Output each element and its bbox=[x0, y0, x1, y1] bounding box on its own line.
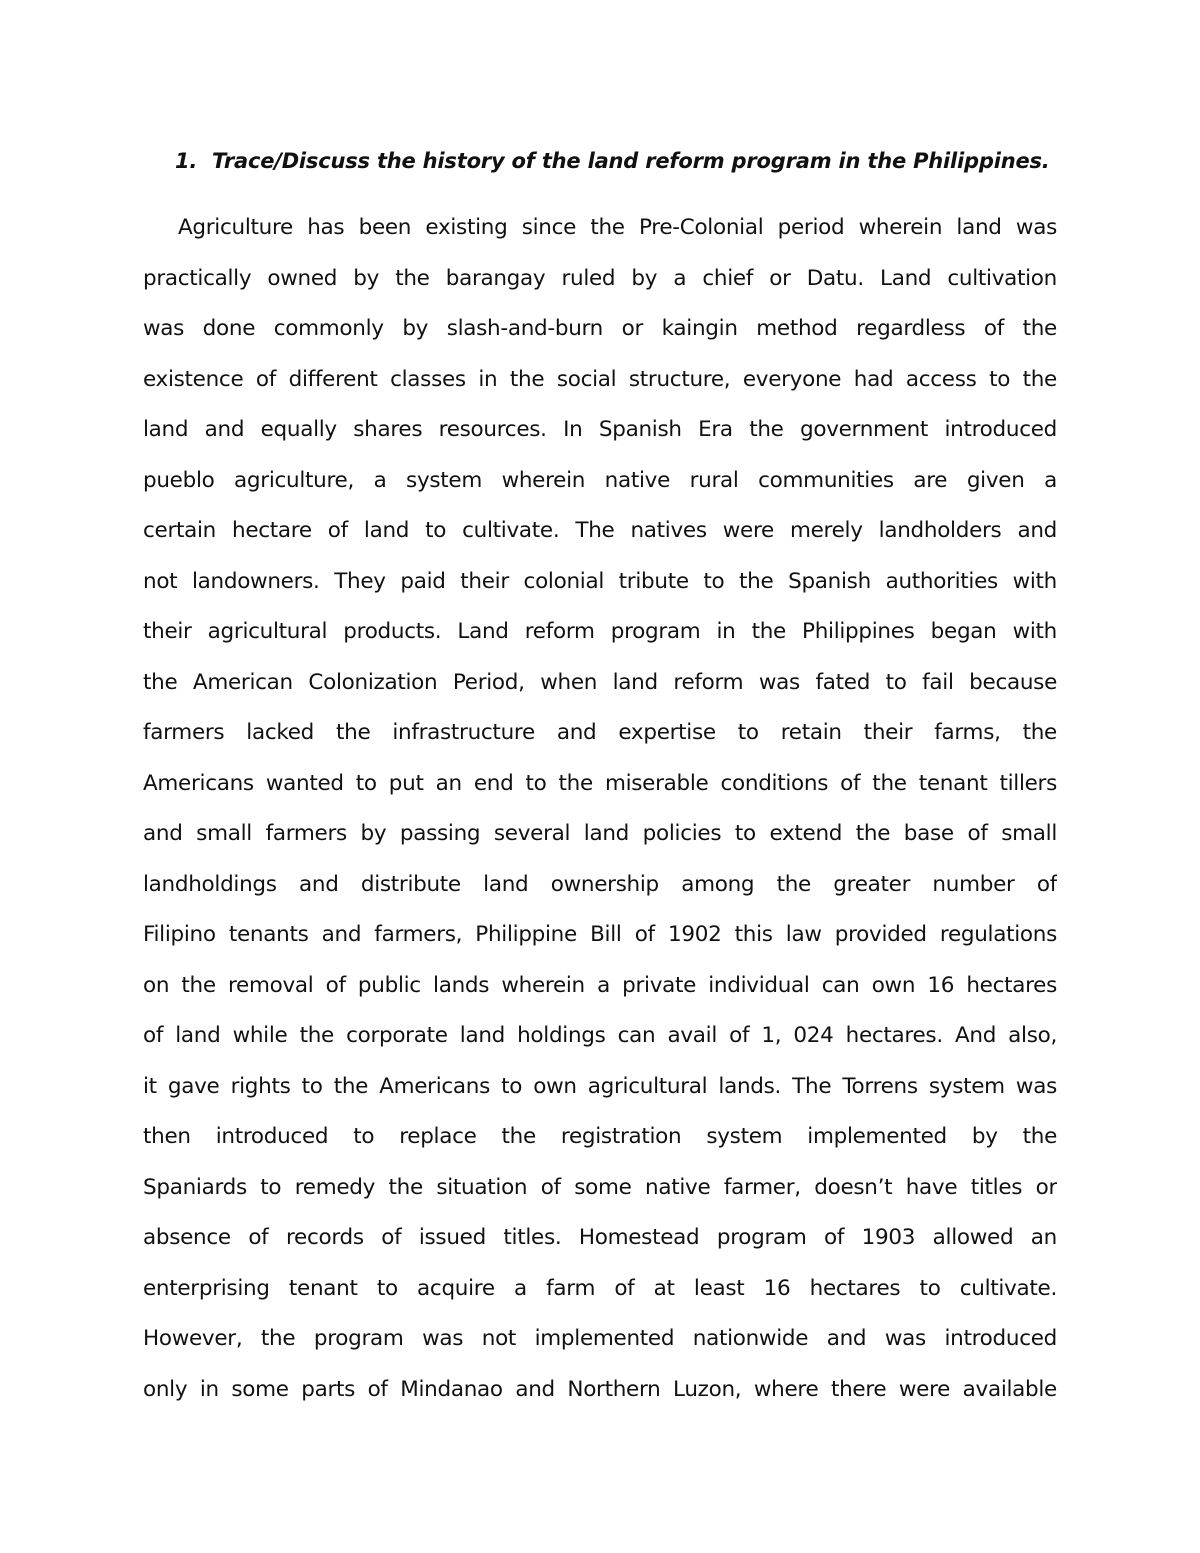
paragraph-line: land and equally shares resources. In Spanish Era the government introduced bbox=[143, 417, 1057, 442]
paragraph-line: Spaniards to remedy the situation of some native farmer, doesn’t have titles or bbox=[143, 1174, 1057, 1200]
paragraph-line: of land while the corporate land holdings can avail of 1, 024 hectares. And also, bbox=[143, 1023, 1057, 1048]
paragraph-line: was done commonly by slash-and-burn or kaingin method regardless of the bbox=[143, 316, 1057, 341]
paragraph-line: However, the program was not implemented nationwide and was introduced bbox=[143, 1326, 1057, 1351]
paragraph-line: Filipino tenants and farmers, Philippine Bill of 1902 this law provided regulations bbox=[143, 922, 1057, 947]
paragraph-line: practically owned by the barangay ruled by a chief or Datu. Land cultivation bbox=[143, 265, 1057, 291]
question-heading bbox=[175, 146, 1055, 176]
paragraph-line: it gave rights to the Americans to own agricultural lands. The Torrens system was bbox=[143, 1073, 1057, 1099]
paragraph-line: pueblo agriculture, a system wherein native rural communities are given a bbox=[143, 467, 1057, 493]
paragraph-line: the American Colonization Period, when land reform was fated to fail because bbox=[143, 669, 1057, 695]
paragraph-line: existence of different classes in the social structure, everyone had access to the bbox=[143, 366, 1057, 392]
paragraph-line: landholdings and distribute land ownership among the greater number of bbox=[143, 871, 1057, 897]
question-text: Trace/Discuss the history of the land reform program in the Philippines. bbox=[212, 149, 1050, 173]
paragraph-line: only in some parts of Mindanao and Northern Luzon, where there were available bbox=[143, 1376, 1057, 1402]
answer-paragraph bbox=[143, 205, 1057, 1417]
paragraph-line: not landowners. They paid their colonial tribute to the Spanish authorities with bbox=[143, 568, 1057, 594]
paragraph-line: Agriculture has been existing since the Pre-Colonial period wherein land was bbox=[178, 215, 1057, 240]
paragraph-line: absence of records of issued titles. Homestead program of 1903 allowed an bbox=[143, 1225, 1057, 1250]
paragraph-line: then introduced to replace the registration system implemented by the bbox=[143, 1124, 1057, 1149]
paragraph-line: certain hectare of land to cultivate. The natives were merely landholders and bbox=[143, 518, 1057, 543]
paragraph-line: on the removal of public lands wherein a private individual can own 16 hectares bbox=[143, 972, 1057, 998]
paragraph-line: their agricultural products. Land reform program in the Philippines began with bbox=[143, 619, 1057, 644]
question-number: 1. bbox=[175, 149, 198, 173]
paragraph-line: and small farmers by passing several land policies to extend the base of small bbox=[143, 821, 1057, 846]
paragraph-line: farmers lacked the infrastructure and expertise to retain their farms, the bbox=[143, 720, 1057, 745]
paragraph-line: Americans wanted to put an end to the miserable conditions of the tenant tillers bbox=[143, 770, 1057, 796]
paragraph-line: enterprising tenant to acquire a farm of at least 16 hectares to cultivate. bbox=[143, 1275, 1057, 1301]
